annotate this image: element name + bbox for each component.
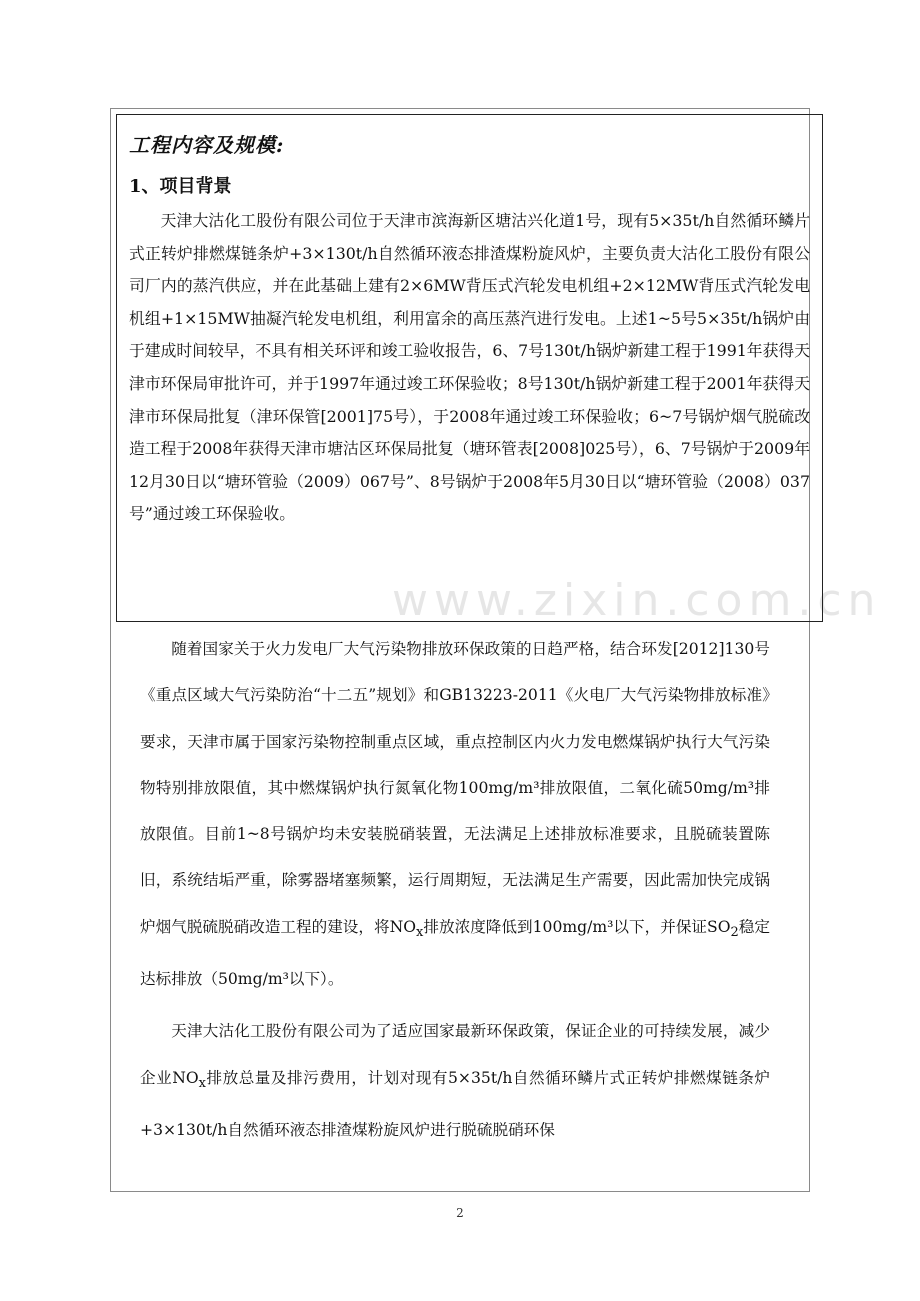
so2-subscript: 2: [730, 924, 739, 940]
background-paragraph: 天津大沽化工股份有限公司位于天津市滨海新区塘沽兴化道1号，现有5×35t/h自然循环鳞片式正转炉排燃煤链条炉+3×130t/h自然循环液态排渣煤粉旋风炉，主要负责大沽化工股份有限公司厂内的蒸汽供应，并在此基础上建有2×6MW背压式汽轮发电机组+2×12MW背压式汽轮发电机组+1×15MW抽凝汽轮发电机组，利用富余的高压蒸汽进行发电。上述1~5号5×35t/h锅炉由于建成时间较早，不具有相关环评和竣工验收报告，6、7号130t/h锅炉新建工程于1991年获得天津市环保局审批许可，并于1997年通过竣工环保验收；8号130t/h锅炉新建工程于2001年获得天津市环保局批复（津环保管[2001]75号），于2008年通过竣工环保验收；6~7号锅炉烟气脱硫改造工程于2008年获得天津市塘沽区环保局批复（塘环管表[2008]025号），6、7号锅炉于2009年12月30日以“塘环管验（2009）067号”、8号锅炉于2008年5月30日以“塘环管验（2008）037号”通过竣工环保验收。: [129, 211, 810, 524]
nox-subscript: x: [416, 924, 424, 940]
watermark: www.zixin.com.cn: [392, 575, 882, 626]
plan-text-2: 排放总量及排污费用，计划对现有5×35t/h自然循环鳞片式正转炉排燃煤链条炉+3×130t/h自然循环液态排渣煤粉旋风炉进行脱硫脱硝环保: [140, 1068, 770, 1140]
policy-paragraph: [140, 626, 770, 1002]
page-number: 2: [456, 1206, 464, 1220]
nox-subscript-2: x: [198, 1075, 206, 1091]
project-background-heading: 1、项目背景: [129, 176, 232, 197]
project-content-box: [116, 114, 823, 622]
policy-text-1: 随着国家关于火力发电厂大气污染物排放环保政策的日趋严格，结合环发[2012]130号《重点区域大气污染防治“十二五”规划》和GB13223-2011《火电厂大气污染物排放标准》要求，天津市属于国家污染物控制重点区域，重点控制区内火力发电燃煤锅炉执行大气污染物特别排放限值，其中燃煤锅炉执行氮氧化物100mg/m³排放限值，二氧化硫50mg/m³排放限值。目前1~8号锅炉均未安装脱硝装置，无法满足上述排放标准要求，且脱硫装置陈旧，系统结垢严重，除雾器堵塞频繁，运行周期短，无法满足生产需要，因此需加快完成锅炉烟气脱硫脱硝改造工程的建设，将NO: [140, 640, 770, 936]
policy-text-3: 稳定达标排放（50mg/m³以下）。: [140, 917, 770, 989]
body-text-area: [140, 626, 770, 1153]
plan-paragraph: [140, 1008, 770, 1153]
section-title: 工程内容及规模:: [129, 133, 285, 157]
plan-text-1: 天津大沽化工股份有限公司为了适应国家最新环保政策，保证企业的可持续发展，减少企业NO: [140, 1022, 770, 1087]
policy-text-2: 排放浓度降低到100mg/m³以下，并保证SO: [423, 917, 731, 936]
